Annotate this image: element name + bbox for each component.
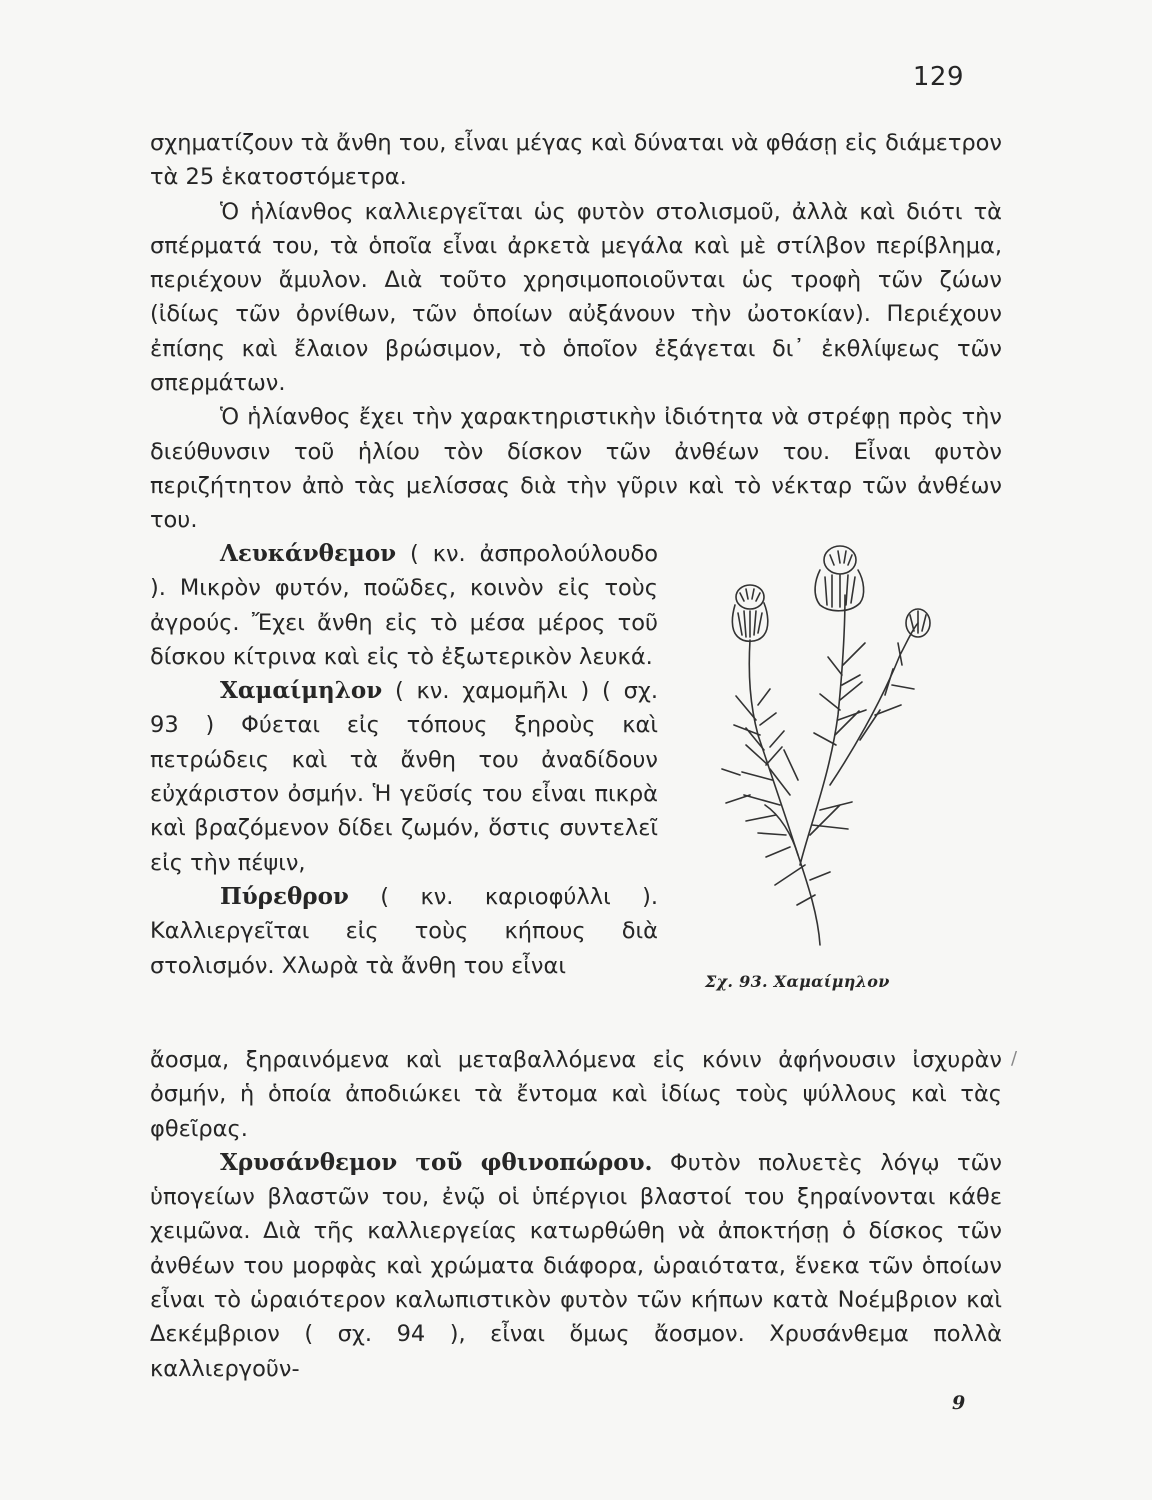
paragraph: σχηματίζουν τὰ ἄνθη του, εἶναι μέγας καὶ δύναται νὰ φθάσῃ εἰς διάμετρον τὰ 25 ἑκατοστόμετρα. <box>150 130 1002 191</box>
term-heading: Πύρεθρον <box>220 882 349 910</box>
paragraph-text: ( κν. ἀσπρολούλουδο ). Μικρὸν φυτόν, ποῶδες, κοινὸν εἰς τοὺς ἀγρούς. Ἔχει ἄνθη εἰς τὸ μέσα μέρος τοῦ δίσκου κίτρινα καὶ εἰς τὸ ἐξωτερικὸν λευκά. <box>150 541 659 670</box>
signature-mark: 9 <box>952 1392 966 1414</box>
paragraph-chrysanthemon <box>150 1146 1002 1386</box>
paragraph-leukanthemon <box>150 537 658 674</box>
paragraph-text: ( κν. καριοφύλλι ). Καλλιεργεῖται εἰς τοὺς κήπους διὰ στολισμόν. Χλωρὰ τὰ ἄνθη του εἶναι <box>150 883 658 979</box>
paragraph: ἄοσμα, ξηραινόμενα καὶ μεταβαλλόμενα εἰς κόνιν ἀφήνουσιν ἰσχυρὰν ὀσμήν, ἡ ὁποία ἀποδιώκει τὰ ἔντομα καὶ ἰδίως τοὺς ψύλλους καὶ τὰς φθεῖρας. <box>150 1047 1002 1142</box>
paragraph-text: ( κν. χαμομῆλι ) ( σχ. 93 ) Φύεται εἰς τόπους ξηροὺς καὶ πετρώδεις καὶ τὰ ἄνθη του ἀναδίδουν εὐχάριστον ὀσμήν. Ἡ γεῦσίς του εἶναι πικρὰ καὶ βραζόμενον δίδει ζωμόν, ὅστις συντελεῖ εἰς τὴν πέψιν, <box>150 678 658 876</box>
page-number: 129 <box>912 62 964 92</box>
paragraph: Ὁ ἡλίανθος καλλιεργεῖται ὡς φυτὸν στολισμοῦ, ἀλλὰ καὶ διότι τὰ σπέρματά του, τὰ ὁποῖα εἶναι ἀρκετὰ μεγάλα καὶ μὲ στίλβον περίβλημα, περιέχουν ἄμυλον. Διὰ τοῦτο χρησιμοποιοῦνται ὡς τροφὴ τῶν ζώων (ἰδίως τῶν ὀρνίθων, τῶν ὁποίων αὐξάνουν τὴν ὠοτοκίαν). Περιέχουν ἐπίσης καὶ ἔλαιον βρώσιμον, τὸ ὁποῖον ἐξάγεται δι᾽ ἐκθλίψεως τῶν σπερμάτων. <box>150 198 1002 397</box>
paragraph-text: Φυτὸν πολυετὲς λόγῳ τῶν ὑπογείων βλαστῶν του, ἐνῷ οἱ ὑπέργιοι βλαστοί του ξηραίνονται κάθε χειμῶνα. Διὰ τῆς καλλιεργείας κατωρθώθη νὰ ἀποκτήσῃ ὁ δίσκος τῶν ἀνθέων του μορφὰς καὶ χρώματα διάφορα, ὡραιότατα, ἕνεκα τῶν ὁποίων εἶναι τὸ ὡραιότερον καλωπιστικὸν φυτὸν τῶν κήπων κατὰ Νοέμβριον καὶ Δεκέμβριον ( σχ. 94 ), εἶναι ὅμως ἄοσμον. Χρυσάνθεμα πολλὰ καλλιεργοῦν- <box>150 1149 1002 1382</box>
text-block-top <box>150 126 1002 538</box>
chamomile-plant-illustration-icon <box>680 535 980 955</box>
text-block-bottom <box>150 1043 1002 1386</box>
margin-mark: / <box>1011 1048 1018 1069</box>
paragraph-chamaimelon <box>150 674 658 880</box>
term-heading: Χρυσάνθεμον τοῦ φθινοπώρου. <box>220 1148 653 1176</box>
term-heading: Χαμαίμηλον <box>220 677 383 705</box>
figure-caption: Σχ. 93. Χαμαίμηλον <box>705 972 890 991</box>
paragraph: Ὁ ἡλίανθος ἔχει τὴν χαρακτηριστικὴν ἰδιότητα νὰ στρέφῃ πρὸς τὴν διεύθυνσιν τοῦ ἡλίου τὸν δίσκον τῶν ἀνθέων του. Εἶναι φυτὸν περιζήτητον ἀπὸ τὰς μελίσσας διὰ τὴν γῦριν καὶ τὸ νέκταρ τῶν ἀνθέων του. <box>150 404 1002 534</box>
term-heading: Λευκάνθεμον <box>220 540 397 567</box>
paragraph-pyrethron <box>150 880 658 983</box>
text-block-beside-figure <box>150 537 658 983</box>
